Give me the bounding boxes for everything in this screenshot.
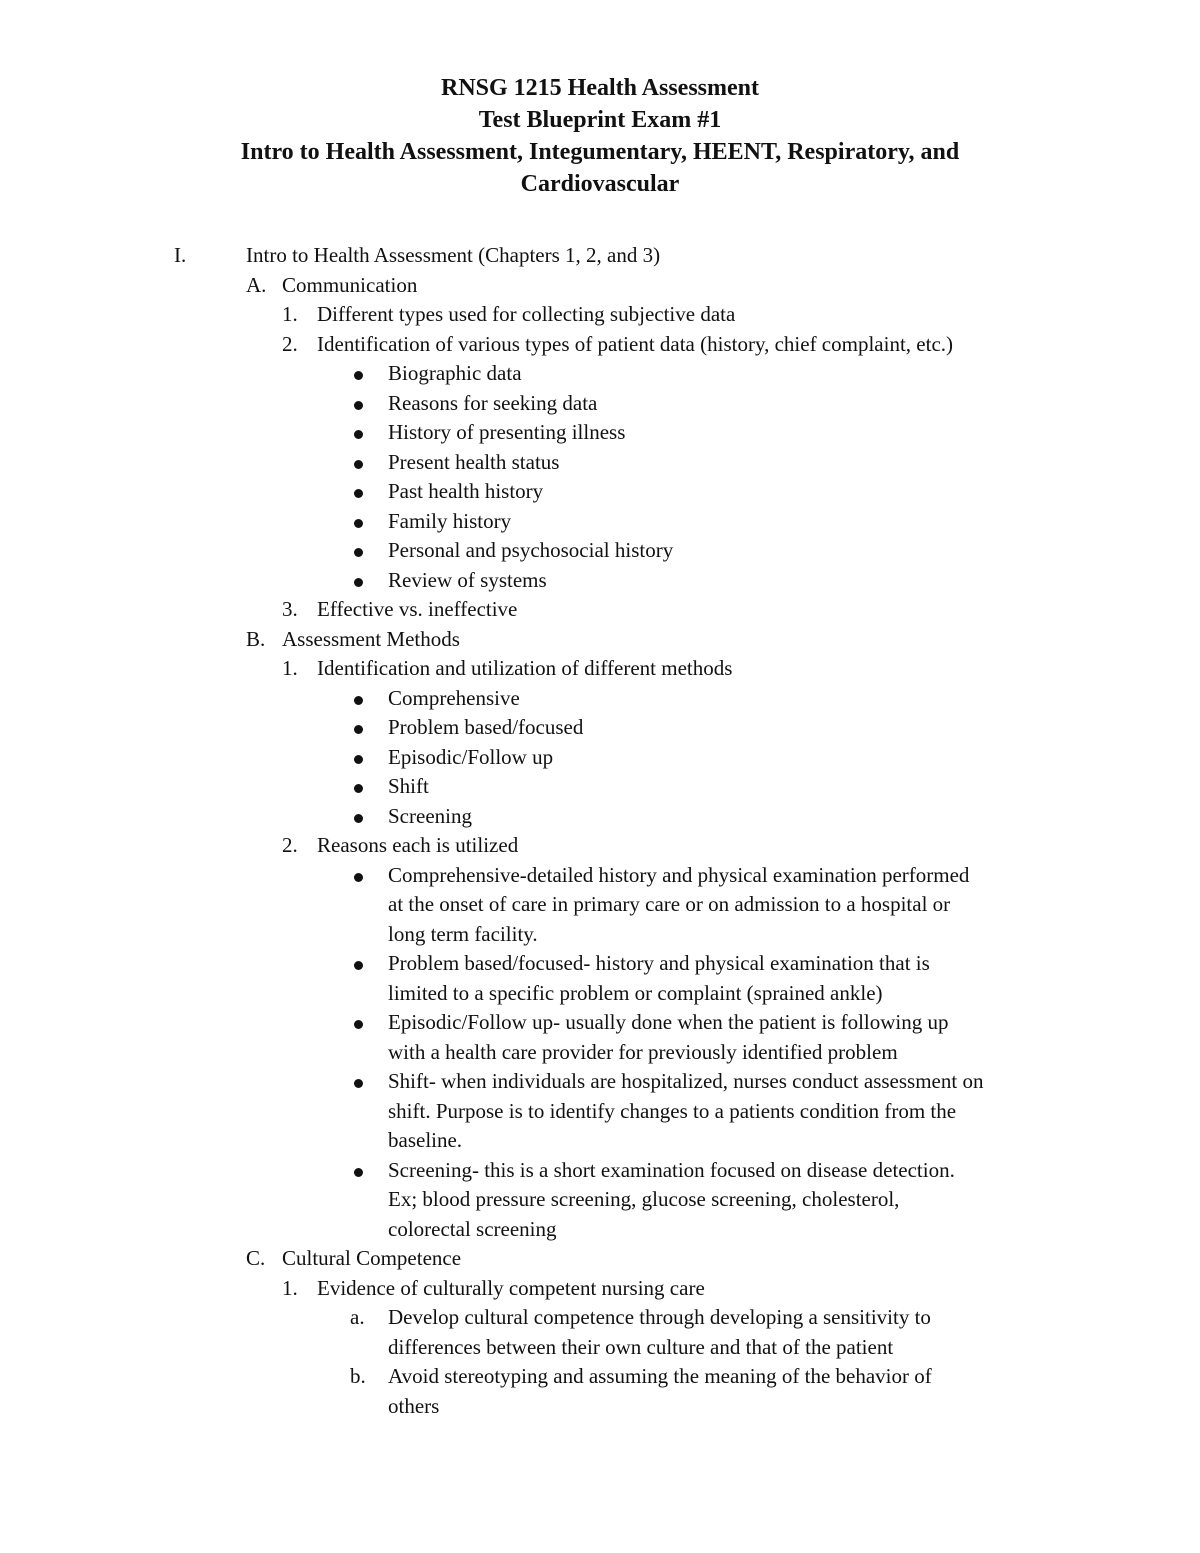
outline-item xyxy=(0,1156,1200,1186)
outline-text: Episodic/Follow up xyxy=(388,744,554,769)
bullet-dot-icon xyxy=(354,814,363,823)
topics-line-continued: Cardiovascular xyxy=(520,171,680,197)
topics-line: Intro to Health Assessment, Integumentary, HEENT, Respiratory, and xyxy=(240,139,960,165)
outline-item xyxy=(0,1274,1200,1304)
outline-item xyxy=(0,861,1200,891)
bullet-icon xyxy=(350,1156,363,1186)
outline-marker: 1. xyxy=(282,302,298,326)
outline-item xyxy=(0,330,1200,360)
outline-text: Shift- when individuals are hospitalized, nurses conduct assessment on xyxy=(388,1069,984,1093)
outline-marker: 3. xyxy=(282,597,298,621)
outline-text: Assessment Methods xyxy=(282,626,460,651)
outline-marker: a. xyxy=(350,1305,365,1329)
outline-item xyxy=(0,507,1200,537)
outline-text: Identification of various types of patient data (history, chief complaint, etc.) xyxy=(317,331,954,356)
bullet-icon xyxy=(350,418,363,448)
outline-item xyxy=(0,271,1200,301)
bullet-dot-icon xyxy=(354,548,363,557)
outline-item xyxy=(0,831,1200,861)
outline-text: Ex; blood pressure screening, glucose screening, cholesterol, xyxy=(388,1187,900,1211)
outline-marker: 1. xyxy=(282,1275,298,1300)
outline-text: Comprehensive-detailed history and physical examination performed xyxy=(388,862,970,887)
outline-text: History of presenting illness xyxy=(388,420,626,444)
outline-text: Episodic/Follow up- usually done when the patient is following up xyxy=(388,1010,949,1034)
outline-text: shift. Purpose is to identify changes to a patients condition from the xyxy=(388,1098,957,1123)
outline-item xyxy=(0,743,1200,773)
outline-text: limited to a specific problem or complaint (sprained ankle) xyxy=(388,980,883,1005)
outline-text: Personal and psychosocial history xyxy=(388,538,674,562)
bullet-dot-icon xyxy=(354,755,363,764)
bullet-dot-icon xyxy=(354,873,363,882)
outline-item xyxy=(0,1126,1200,1156)
bullet-icon xyxy=(350,949,363,979)
outline-item xyxy=(0,772,1200,802)
outline-text: Communication xyxy=(282,272,418,297)
bullet-icon xyxy=(350,507,363,537)
bullet-dot-icon xyxy=(354,696,363,705)
bullet-dot-icon xyxy=(354,519,363,528)
outline-marker: B. xyxy=(246,626,266,651)
bullet-icon xyxy=(350,684,363,714)
outline-text: Reasons each is utilized xyxy=(317,833,519,857)
outline-list xyxy=(0,241,1200,1421)
outline-text: colorectal screening xyxy=(388,1216,557,1241)
outline-item xyxy=(0,890,1200,920)
outline-text: long term facility. xyxy=(388,921,538,946)
outline-item xyxy=(0,654,1200,684)
bullet-dot-icon xyxy=(354,401,363,410)
outline-text: Screening xyxy=(388,803,472,828)
outline-text: Different types used for collecting subjective data xyxy=(317,302,736,326)
bullet-dot-icon xyxy=(354,578,363,587)
outline-item xyxy=(0,1008,1200,1038)
outline-item xyxy=(0,979,1200,1009)
outline-item xyxy=(0,949,1200,979)
outline-text: Past health history xyxy=(388,479,544,503)
outline-text: at the onset of care in primary care or on admission to a hospital or xyxy=(388,892,951,916)
bullet-icon xyxy=(350,772,363,802)
outline-text: baseline. xyxy=(388,1128,463,1152)
bullet-icon xyxy=(350,536,363,566)
bullet-dot-icon xyxy=(354,961,363,970)
bullet-icon xyxy=(350,477,363,507)
outline-marker: I. xyxy=(174,243,187,267)
outline-text: Family history xyxy=(388,508,512,533)
outline-text: with a health care provider for previously identified problem xyxy=(388,1039,898,1064)
outline-text: Biographic data xyxy=(388,361,522,385)
bullet-dot-icon xyxy=(354,460,363,469)
outline-marker: C. xyxy=(246,1246,266,1270)
bullet-dot-icon xyxy=(354,725,363,734)
outline-text: Evidence of culturally competent nursing care xyxy=(317,1275,705,1300)
outline-item xyxy=(0,1067,1200,1097)
outline-text: Identification and utilization of different methods xyxy=(317,656,733,680)
outline-text: differences between their own culture and that of the patient xyxy=(388,1334,894,1359)
outline-item xyxy=(0,241,1200,271)
outline-item xyxy=(0,1244,1200,1274)
outline-item xyxy=(0,477,1200,507)
bullet-dot-icon xyxy=(354,1079,363,1088)
outline-text: Develop cultural competence through developing a sensitivity to xyxy=(388,1305,931,1329)
outline-item xyxy=(0,300,1200,330)
outline-text: Cultural Competence xyxy=(282,1246,462,1270)
outline-text: Shift xyxy=(388,774,429,798)
outline-text: Comprehensive xyxy=(388,685,520,710)
outline-item xyxy=(0,1215,1200,1245)
bullet-icon xyxy=(350,861,363,891)
outline-item xyxy=(0,1038,1200,1068)
document-header xyxy=(0,72,1200,200)
outline-marker: 1. xyxy=(282,656,298,680)
exam-title: Test Blueprint Exam #1 xyxy=(478,107,722,133)
outline-text: Reasons for seeking data xyxy=(388,390,598,415)
outline-item xyxy=(0,566,1200,596)
outline-item xyxy=(0,1097,1200,1127)
outline-item xyxy=(0,684,1200,714)
bullet-dot-icon xyxy=(354,1168,363,1177)
outline-marker: b. xyxy=(350,1364,366,1388)
bullet-icon xyxy=(350,566,363,596)
bullet-icon xyxy=(350,713,363,743)
outline-item xyxy=(0,359,1200,389)
outline-text: Review of systems xyxy=(388,567,547,592)
bullet-dot-icon xyxy=(354,371,363,380)
outline-text: others xyxy=(388,1393,440,1418)
course-title: RNSG 1215 Health Assessment xyxy=(440,75,759,101)
outline-text: Intro to Health Assessment (Chapters 1, 2, and 3) xyxy=(246,243,661,267)
bullet-dot-icon xyxy=(354,430,363,439)
outline-item xyxy=(0,920,1200,950)
outline-text: Problem based/focused- history and physical examination that is xyxy=(388,951,930,975)
outline-item xyxy=(0,448,1200,478)
outline-item xyxy=(0,1392,1200,1422)
outline-marker: 2. xyxy=(282,833,298,857)
outline-text: Avoid stereotyping and assuming the meaning of the behavior of xyxy=(388,1364,932,1388)
bullet-icon xyxy=(350,389,363,419)
outline-item xyxy=(0,418,1200,448)
bullet-icon xyxy=(350,802,363,832)
outline-text: Problem based/focused xyxy=(388,715,584,739)
outline-item xyxy=(0,595,1200,625)
bullet-icon xyxy=(350,359,363,389)
outline-text: Screening- this is a short examination focused on disease detection. xyxy=(388,1157,955,1182)
outline-item xyxy=(0,1333,1200,1363)
bullet-dot-icon xyxy=(354,489,363,498)
outline-item xyxy=(0,536,1200,566)
bullet-icon xyxy=(350,743,363,773)
outline-item xyxy=(0,802,1200,832)
outline-text: Present health status xyxy=(388,449,560,474)
outline-item xyxy=(0,1362,1200,1392)
outline-item xyxy=(0,389,1200,419)
outline-item xyxy=(0,625,1200,655)
outline-marker: A. xyxy=(246,272,267,297)
bullet-icon xyxy=(350,1067,363,1097)
outline-item xyxy=(0,1303,1200,1333)
bullet-dot-icon xyxy=(354,1020,363,1029)
bullet-dot-icon xyxy=(354,784,363,793)
bullet-icon xyxy=(350,448,363,478)
outline-text: Effective vs. ineffective xyxy=(317,597,518,621)
outline-marker: 2. xyxy=(282,331,298,356)
bullet-icon xyxy=(350,1008,363,1038)
outline-item xyxy=(0,713,1200,743)
outline-item xyxy=(0,1185,1200,1215)
